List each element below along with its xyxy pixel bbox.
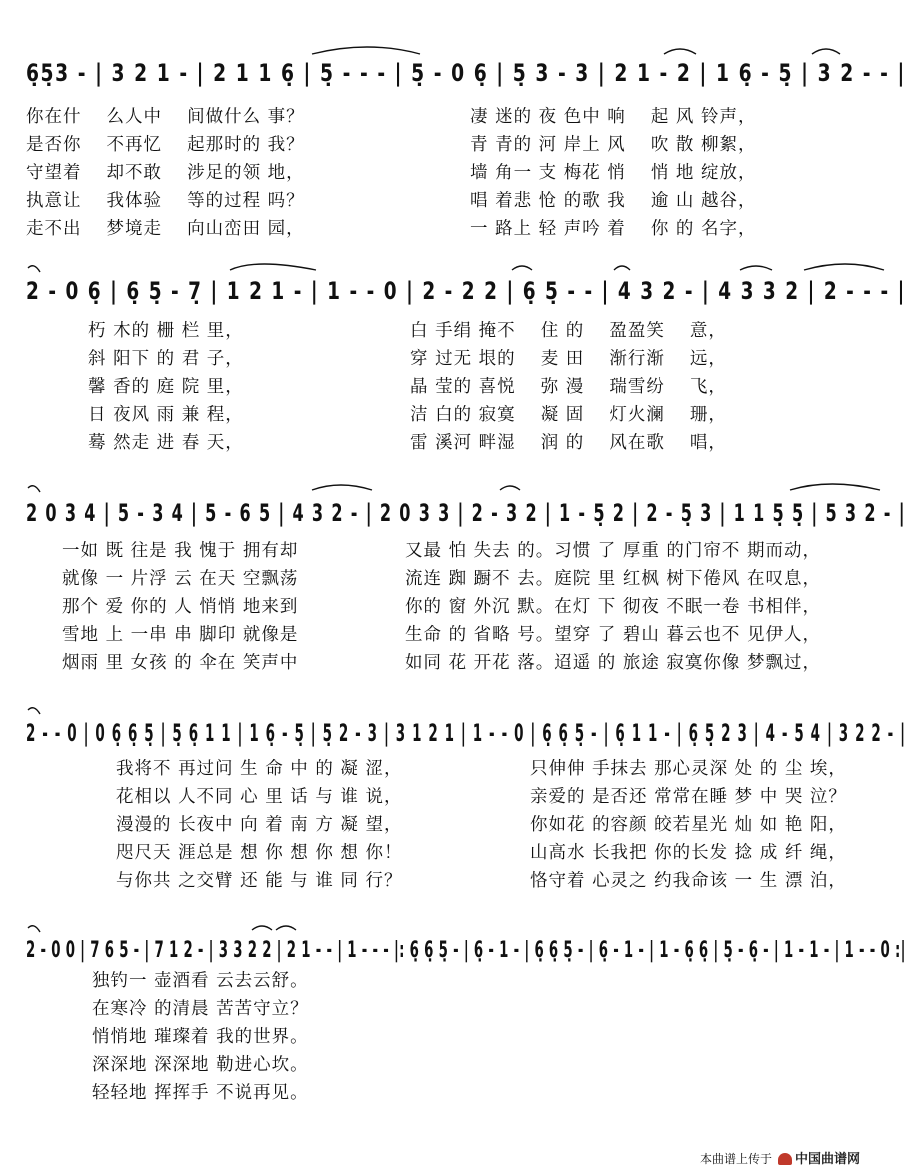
notation-line: 2 0 3 4 | 5 - 3 4 | 5 - 6 5 | 4 3 2 - | 2 0 3 3 | 2 - 3 2 | 1 - 5̣ 2 | 2 - 5̣ 3 | 1 1 5̣ 5̣ | 5 3 2 - | (26, 499, 906, 527)
upload-footer (700, 1148, 860, 1167)
lyric-verse-4-left: 咫尺天 涯总是 想 你 想 你 想 你！ (116, 843, 403, 863)
lyric-verse-4-left: 深深地 深深地 勒进心坎。 (92, 1055, 309, 1075)
notation-line: 2 - 0 0 | 7 6 5 - | 7 1 2 - | 3 3 2 2 | 2 1 - - | 1 - - - |: 6̣ 6̣ 5̣ - | 6̣ - 1 - | 6̣ 6̣ 5̣ - | 6̣ - 1 - | 1 - 6̣ 6̣ | 5̣ - 6̣ - | 1 - 1 - | 1 - - 0 :| (26, 938, 906, 963)
lyric-verse-2-left: 就像 一 片浮 云 在天 空飘荡 (62, 569, 299, 589)
lyric-verse-2-left: 在寒冷 的清晨 苦苦守立？ (92, 999, 309, 1019)
notation-line: 6̣5̣3 - | 3 2 1 - | 2 1 1 6̣ | 5̣ - - - | 5̣ - 0 6̣ | 5̣ 3 - 3 | 2 1 - 2 | 1 6̣ - 5̣ | 3 2 - - | (26, 59, 906, 87)
lyric-verse-5-left: 走不出 梦境走 向山峦田 园， (26, 219, 305, 239)
lyric-verse-1-left: 你在什 么人中 间做什么 事？ (26, 107, 305, 127)
site-logo-icon (778, 1153, 792, 1165)
lyric-verse-2-right: 亲爱的 是否还 常常在睡 梦 中 哭 泣？ (530, 787, 847, 807)
notation-line: 2 - - 0 | 0 6̣ 6̣ 5̣ | 5̣ 6̣ 1 1 | 1 6̣ - 5̣ | 5̣ 2 - 3 | 3 1 2 1 | 1 - - 0 | 6̣ 6̣ 5̣ - | 6̣ 1 1 - | 6̣ 5̣ 2 3 | 4 - 5 4 | 3 2 2 - | (26, 719, 907, 747)
lyric-verse-3-left: 悄悄地 璀璨着 我的世界。 (92, 1027, 309, 1047)
lyric-verse-1-right: 只伸伸 手抹去 那心灵深 处 的 尘 埃， (530, 759, 847, 779)
lyric-verse-1-left: 一如 既 往是 我 愧于 拥有却 (62, 541, 299, 561)
lyric-verse-5-left: 与你共 之交臂 还 能 与 谁 同 行？ (116, 871, 403, 891)
lyric-verse-2-right: 青 青的 河 岸上 风 吹 散 柳絮， (470, 135, 757, 155)
lyric-verse-2-left: 是否你 不再忆 起那时的 我？ (26, 135, 305, 155)
lyric-verse-1-right: 凄 迷的 夜 色中 响 起 风 铃声， (470, 107, 757, 127)
lyric-verse-3-right: 墙 角一 支 梅花 悄 悄 地 绽放， (470, 163, 757, 183)
lyric-verse-5-left: 蓦 然走 进 春 天， (88, 433, 244, 453)
lyric-verse-5-right: 恪守着 心灵之 约我命该 一 生 漂 泊， (530, 871, 847, 891)
footer-prefix: 本曲谱上传于 (700, 1152, 773, 1166)
lyric-verse-4-right: 洁 白的 寂寞 凝 固 灯火澜 珊， (410, 405, 727, 425)
notation-line: 2 - 0 6̣ | 6̣ 5̣ - 7̣ | 1 2 1 - | 1 - - 0 | 2 - 2 2 | 6̣ 5̣ - - | 4 3 2 - | 4 3 3 2 | 2 - - - | (26, 277, 906, 305)
lyric-verse-2-left: 斜 阳下 的 君 子， (88, 349, 244, 369)
lyric-verse-3-left: 漫漫的 长夜中 向 着 南 方 凝 望， (116, 815, 403, 835)
lyric-verse-3-right: 你如花 的容颜 皎若星光 灿 如 艳 阳， (530, 815, 847, 835)
lyric-verse-5-left: 烟雨 里 女孩 的 伞在 笑声中 (62, 653, 299, 673)
lyric-verse-3-left: 那个 爱 你的 人 悄悄 地来到 (62, 597, 299, 617)
lyric-verse-5-right: 雷 溪河 畔湿 润 的 风在歌 唱， (410, 433, 727, 453)
lyric-verse-5-right: 如同 花 开花 落。迢遥 的 旅途 寂寞你像 梦飘过， (405, 653, 821, 673)
lyric-verse-1-right: 又最 怕 失去 的。习惯 了 厚重 的门帘不 期而动， (405, 541, 821, 561)
lyric-verse-3-left: 馨 香的 庭 院 里， (88, 377, 244, 397)
lyric-verse-1-left: 我将不 再过问 生 命 中 的 凝 涩， (116, 759, 403, 779)
footer-site-name[interactable]: 中国曲谱网 (795, 1152, 861, 1167)
lyric-verse-2-right: 穿 过无 垠的 麦 田 渐行渐 远， (410, 349, 727, 369)
lyric-verse-4-left: 日 夜风 雨 兼 程， (88, 405, 244, 425)
lyric-verse-3-right: 晶 莹的 喜悦 弥 漫 瑞雪纷 飞， (410, 377, 727, 397)
lyric-verse-1-left: 独钓一 壶酒看 云去云舒。 (92, 971, 309, 991)
lyric-verse-5-right: 一 路上 轻 声吟 着 你 的 名字， (470, 219, 757, 239)
lyric-verse-4-right: 生命 的 省略 号。望穿 了 碧山 暮云也不 见伊人， (405, 625, 821, 645)
lyric-verse-4-right: 唱 着悲 怆 的歌 我 逾 山 越谷， (470, 191, 757, 211)
lyric-verse-1-right: 白 手绢 掩不 住 的 盈盈笑 意， (410, 321, 727, 341)
lyric-verse-4-left: 雪地 上 一串 串 脚印 就像是 (62, 625, 299, 645)
lyric-verse-5-left: 轻轻地 挥挥手 不说再见。 (92, 1083, 309, 1103)
lyric-verse-3-left: 守望着 却不敢 涉足的领 地， (26, 163, 305, 183)
lyric-verse-1-left: 朽 木的 栅 栏 里， (88, 321, 244, 341)
lyric-verse-4-right: 山高水 长我把 你的长发 捻 成 纤 绳， (530, 843, 847, 863)
lyric-verse-4-left: 执意让 我体验 等的过程 吗？ (26, 191, 305, 211)
lyric-verse-2-right: 流连 踟 蹰不 去。庭院 里 红枫 树下倦风 在叹息， (405, 569, 821, 589)
lyric-verse-3-right: 你的 窗 外沉 默。在灯 下 彻夜 不眠一卷 书相伴， (405, 597, 821, 617)
lyric-verse-2-left: 花相以 人不同 心 里 话 与 谁 说， (116, 787, 403, 807)
